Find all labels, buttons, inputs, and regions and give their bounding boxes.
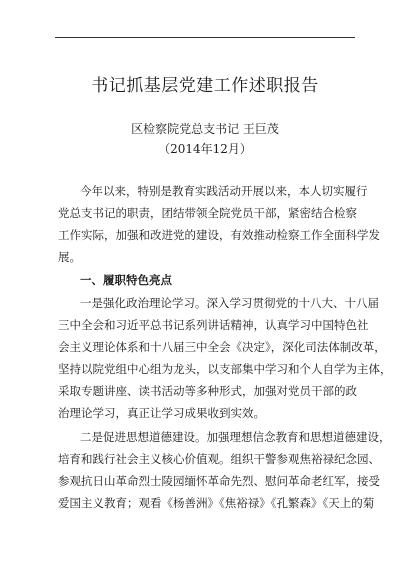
paragraph-line: 会主义理论体系和十八届三中全会《决定》，深化司法体制改革， [58,340,386,354]
paragraph-line: 治理论学习，真正让学习成果收到实效。 [58,406,265,420]
section-heading: 一、履职特色亮点 [80,273,172,287]
intro-line: 今年以来，特别是教育实践活动开展以来，本人切实履行 [80,184,368,198]
paragraph-line: 采取专题讲座、读书活动等多种形式，加强对党员干部的政 [58,384,357,398]
paragraph-line: 爱国主义教育；观看《杨善洲》《焦裕禄》《孔繁森》《天上的菊 [58,496,375,510]
paragraph-line: 坚持以院党组中心组为龙头，以支部集中学习和个人自学为主体， [58,362,392,376]
document-author: 区检察院党总支书记 王巨茂 [131,122,279,136]
intro-line: 展。 [58,250,81,264]
paragraph-line: 培育和践行社会主义核心价值观。组织干警参观焦裕禄纪念园、 [58,452,380,466]
paragraph-line: 三中全会和习近平总书记系列讲话精神，认真学习中国特色社 [58,318,369,332]
intro-line: 工作实际，加强和改进党的建设，有效推动检察工作全面科学发 [58,228,380,242]
intro-line: 党总支书记的职责，团结带领全院党员干部，紧密结合检察 [58,206,357,220]
paragraph-line: 参观抗日山革命烈士陵园缅怀革命先烈、慰问革命老红军，接受 [58,474,380,488]
paragraph-line: 二是促进思想道德建设。加强理想信念教育和思想道德建设， [80,430,391,444]
paragraph-line: 一是强化政治理论学习。深入学习贯彻党的十八大、十八届 [80,296,379,310]
document-title: 书记抓基层党建工作述职报告 [91,76,319,96]
header-rule [55,37,355,38]
document-date: （2014年12月） [158,142,252,156]
